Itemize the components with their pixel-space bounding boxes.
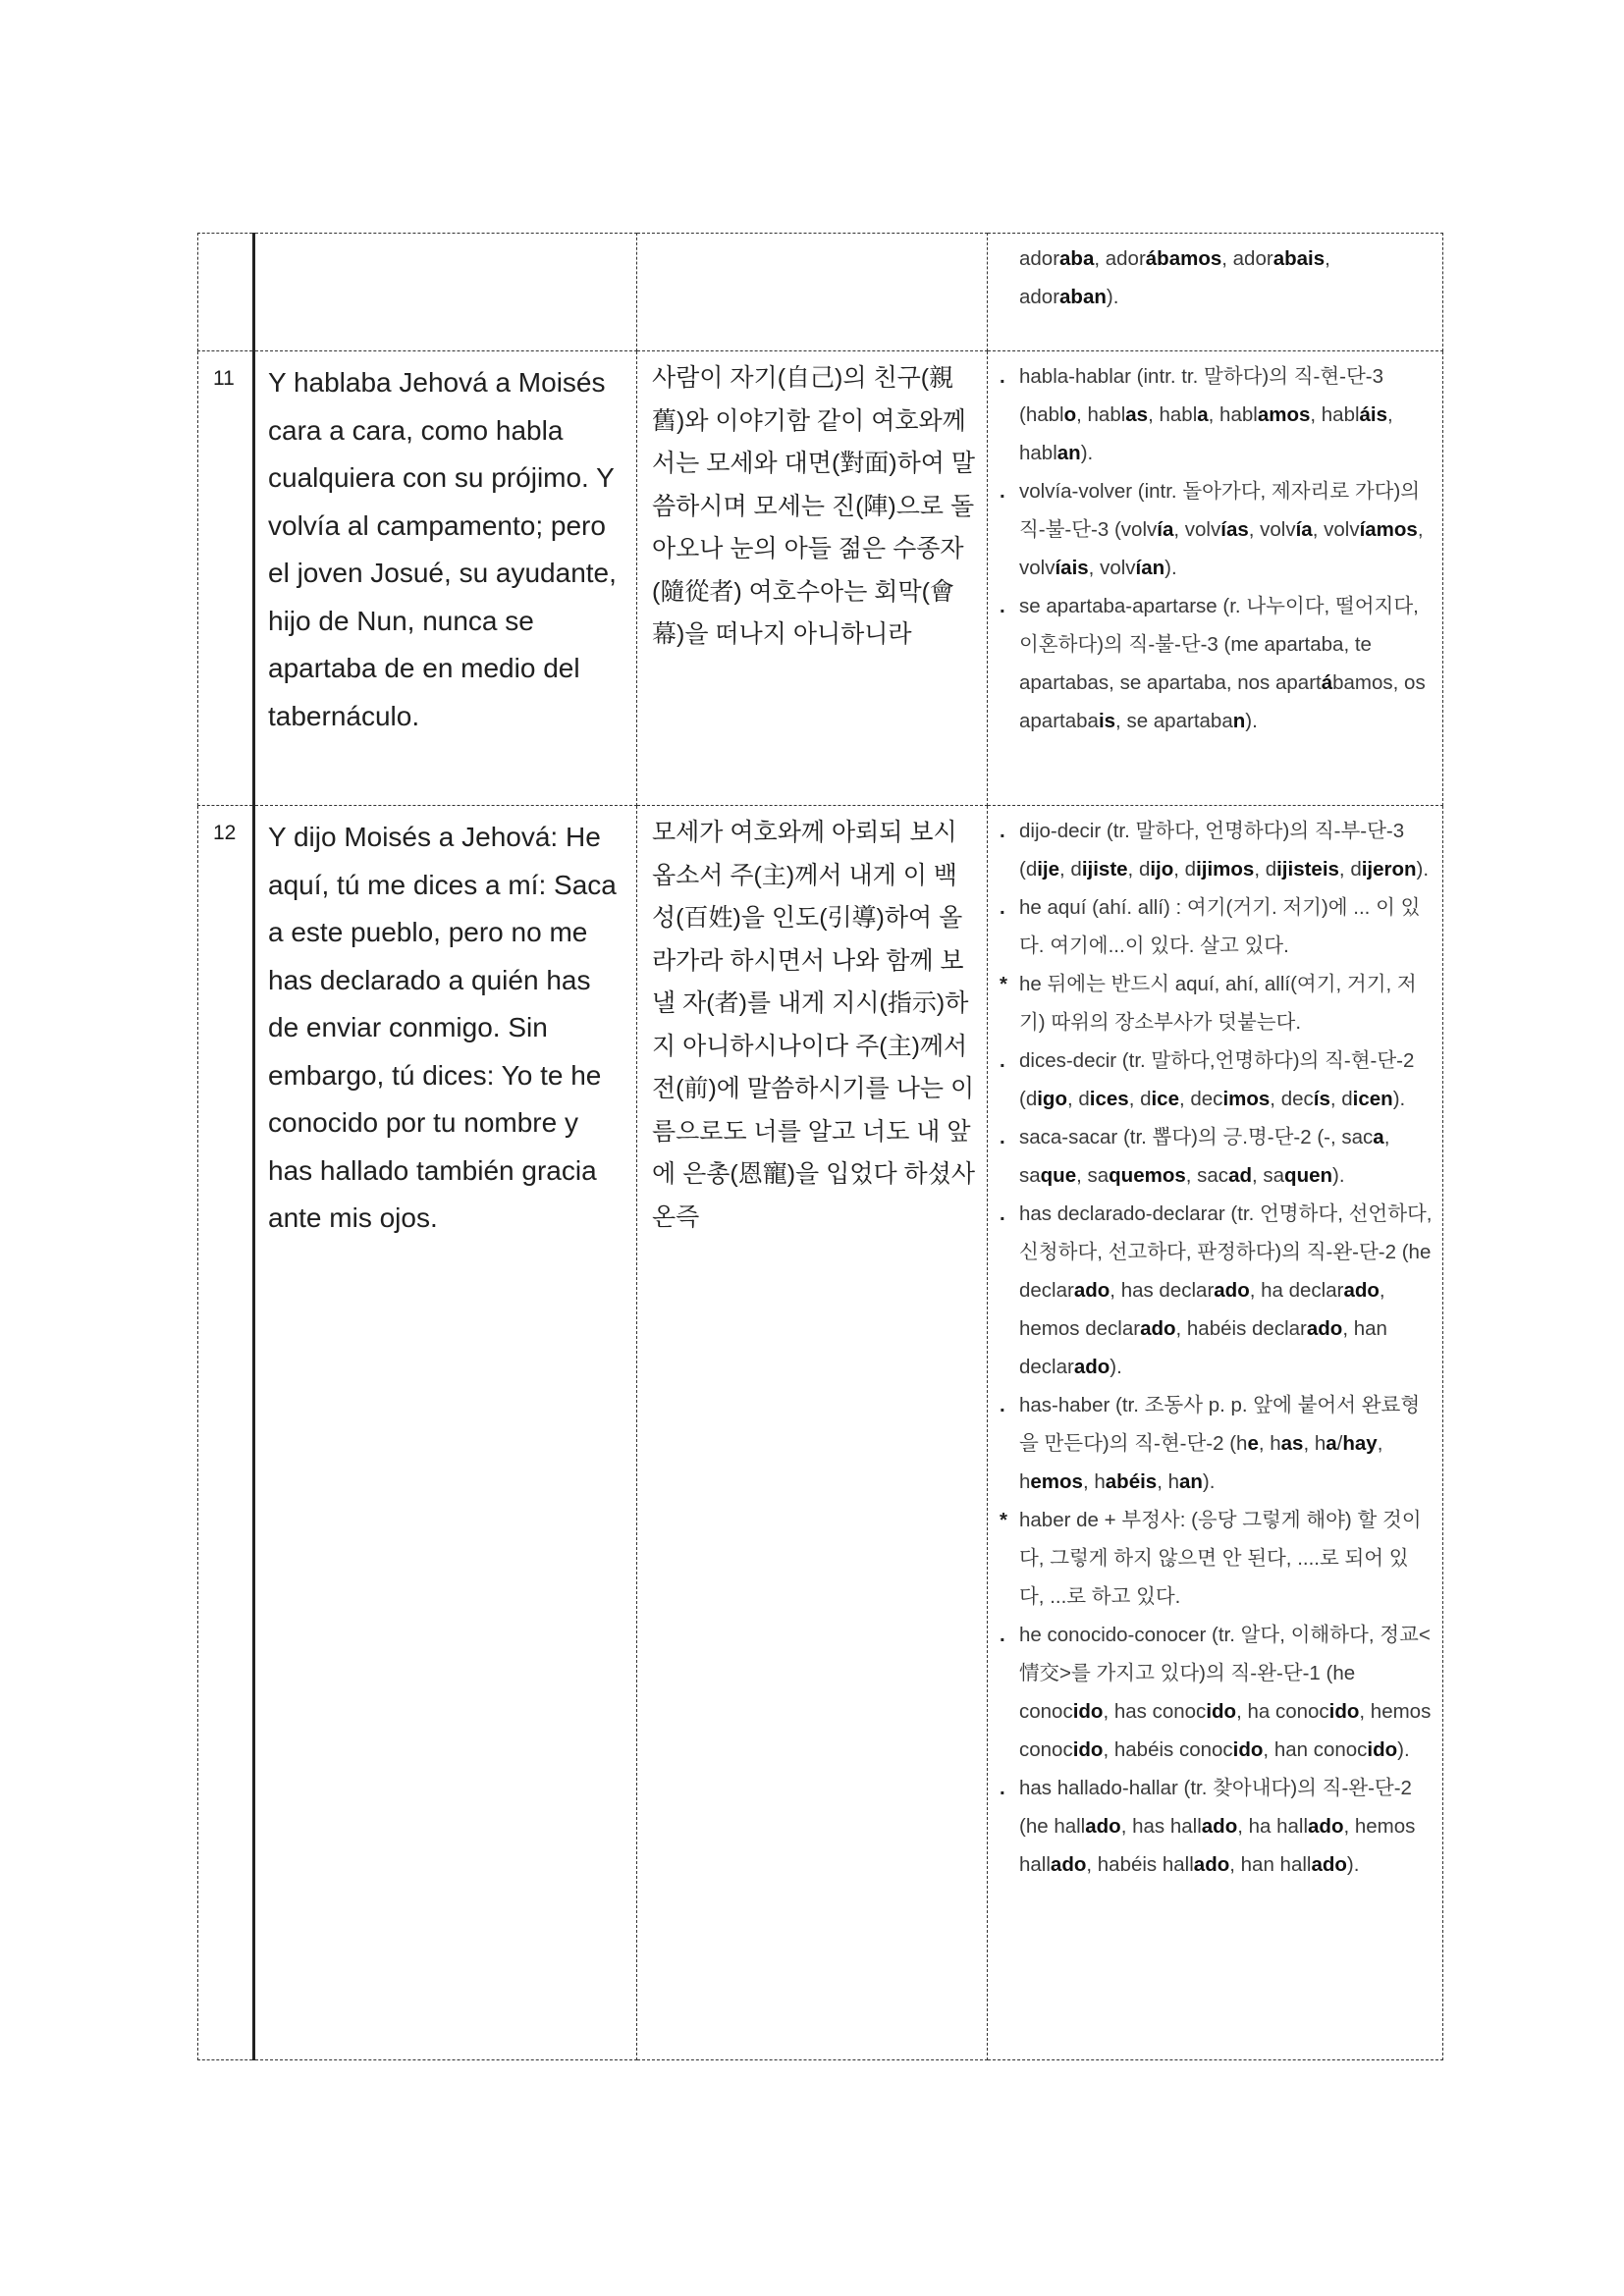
verse-number: 12 — [213, 822, 237, 844]
grammar-note: . has hallado-hallar (tr. 찾아내다)의 직-완-단-2 (he hallado, has hallado, ha hallado, hemos hallado, habéis hallado, han hallado). — [1000, 1777, 1416, 1876]
korean-text: 모세가 여호와께 아뢰되 보시옵소서 주(主)께서 내게 이 백성(百姓)을 인도(引導)하여 올라가라 하시면서 나와 함께 보낼 자(者)를 내게 지시(指示)하지 아니하시나이다 주(主)께서 전(前)에 말씀하시기를 나는 이름으로도 너를 알고 너도 내 앞에 은총(恩寵)을 입었다 하셨사온즉 — [652, 819, 975, 1231]
spanish-text: Y dijo Moisés a Jehová: He aquí, tú me dices a mí: Saca a este pueblo, pero no me has declarado a quién has de enviar conmigo. Sin embargo, tú dices: Yo te he conocido por tu nombre y has hallado también gracia ante mis ojos. — [268, 822, 617, 1233]
grammar-note: . has declarado-declarar (tr. 언명하다, 선언하다, 신청하다, 선고하다, 판정하다)의 직-완-단-2 (he declarado, has declarado, ha declarado, hemos declarado, habéis declarado, han declarado). — [1000, 1202, 1433, 1378]
spanish-text — [255, 234, 636, 241]
verse-number-cell — [198, 234, 254, 351]
grammar-note: adoraba, adorábamos, adorabais, adoraban). — [1019, 247, 1330, 308]
verse-number-cell — [198, 351, 254, 806]
grammar-notes — [988, 806, 1442, 1884]
spanish-cell — [254, 351, 637, 806]
verse-number — [198, 234, 252, 249]
grammar-note: . he aquí (ahí. allí) : 여기(거기. 저기)에 ... 이 있다. 여기에...이 있다. 살고 있다. — [1000, 896, 1421, 957]
verse-table — [197, 233, 1443, 2060]
grammar-note: . habla-hablar (intr. tr. 말하다)의 직-현-단-3 (hablo, hablas, habla, hablamos, habláis, hablan). — [1000, 365, 1393, 464]
grammar-note: * haber de + 부정사: (응당 그렇게 해야) 할 것이다, 그렇게 하지 않으면 안 된다, ....로 되어 있다, ...로 하고 있다. — [1000, 1509, 1422, 1608]
korean-text — [637, 234, 987, 240]
korean-text: 사람이 자기(自己)의 친구(親舊)와 이야기함 같이 여호와께서는 모세와 대면(對面)하여 말씀하시며 모세는 진(陣)으로 돌아오나 눈의 아들 젊은 수종자(隨從者) 여호수아는 회막(會幕)을 떠나지 아니하니라 — [652, 364, 975, 648]
grammar-note: . has-haber (tr. 조동사 p. p. 앞에 붙어서 완료형을 만든다)의 직-현-단-2 (he, has, ha/hay, hemos, habéis, han). — [1000, 1394, 1421, 1493]
korean-cell — [637, 806, 988, 2060]
korean-cell — [637, 234, 988, 351]
spanish-cell — [254, 806, 637, 2060]
notes-cell — [988, 806, 1443, 2060]
notes-cell — [988, 234, 1443, 351]
verse-number-cell — [198, 806, 254, 2060]
grammar-note: . he conocido-conocer (tr. 알다, 이해하다, 정교<情交>를 가지고 있다)의 직-완-단-1 (he conocido, has conocido, ha conocido, hemos conocido, habéis conocido, han conocido). — [1000, 1624, 1432, 1761]
grammar-note: . dijo-decir (tr. 말하다, 언명하다)의 직-부-단-3 (dije, dijiste, dijo, dijimos, dijisteis, dijeron). — [1000, 820, 1430, 881]
spanish-cell — [254, 234, 637, 351]
grammar-note: . volvía-volver (intr. 돌아가다, 제자리로 가다)의 직-불-단-3 (volvía, volvías, volvía, volvíamos, volvíais, volvían). — [1000, 480, 1424, 579]
grammar-note: . saca-sacar (tr. 뽑다)의 긍.명-단-2 (-, saca, saque, saquemos, sacad, saquen). — [1000, 1126, 1390, 1187]
table-row — [198, 234, 1443, 351]
table-row — [198, 806, 1443, 2060]
spanish-text: Y hablaba Jehová a Moisés cara a cara, como habla cualquiera con su prójimo. Y volvía al campamento; pero el joven Josué, su ayudante, hijo de Nun, nunca se apartaba de en medio del tabernáculo. — [268, 367, 617, 731]
grammar-notes — [988, 351, 1442, 740]
grammar-notes — [988, 234, 1442, 316]
grammar-note: . se apartaba-apartarse (r. 나누이다, 떨어지다, 이혼하다)의 직-불-단-3 (me apartaba, te apartabas, se apartaba, nos apartábamos, os apartabais, se apartaban). — [1000, 595, 1426, 732]
korean-cell — [637, 351, 988, 806]
notes-cell — [988, 351, 1443, 806]
grammar-note: . dices-decir (tr. 말하다,언명하다)의 직-현-단-2 (digo, dices, dice, decimos, decís, dicen). — [1000, 1049, 1415, 1110]
verse-number: 11 — [213, 367, 235, 390]
table-row — [198, 351, 1443, 806]
grammar-note: * he 뒤에는 반드시 aquí, ahí, allí(여기, 거기, 저기) 따위의 장소부사가 덧붙는다. — [1000, 973, 1417, 1034]
